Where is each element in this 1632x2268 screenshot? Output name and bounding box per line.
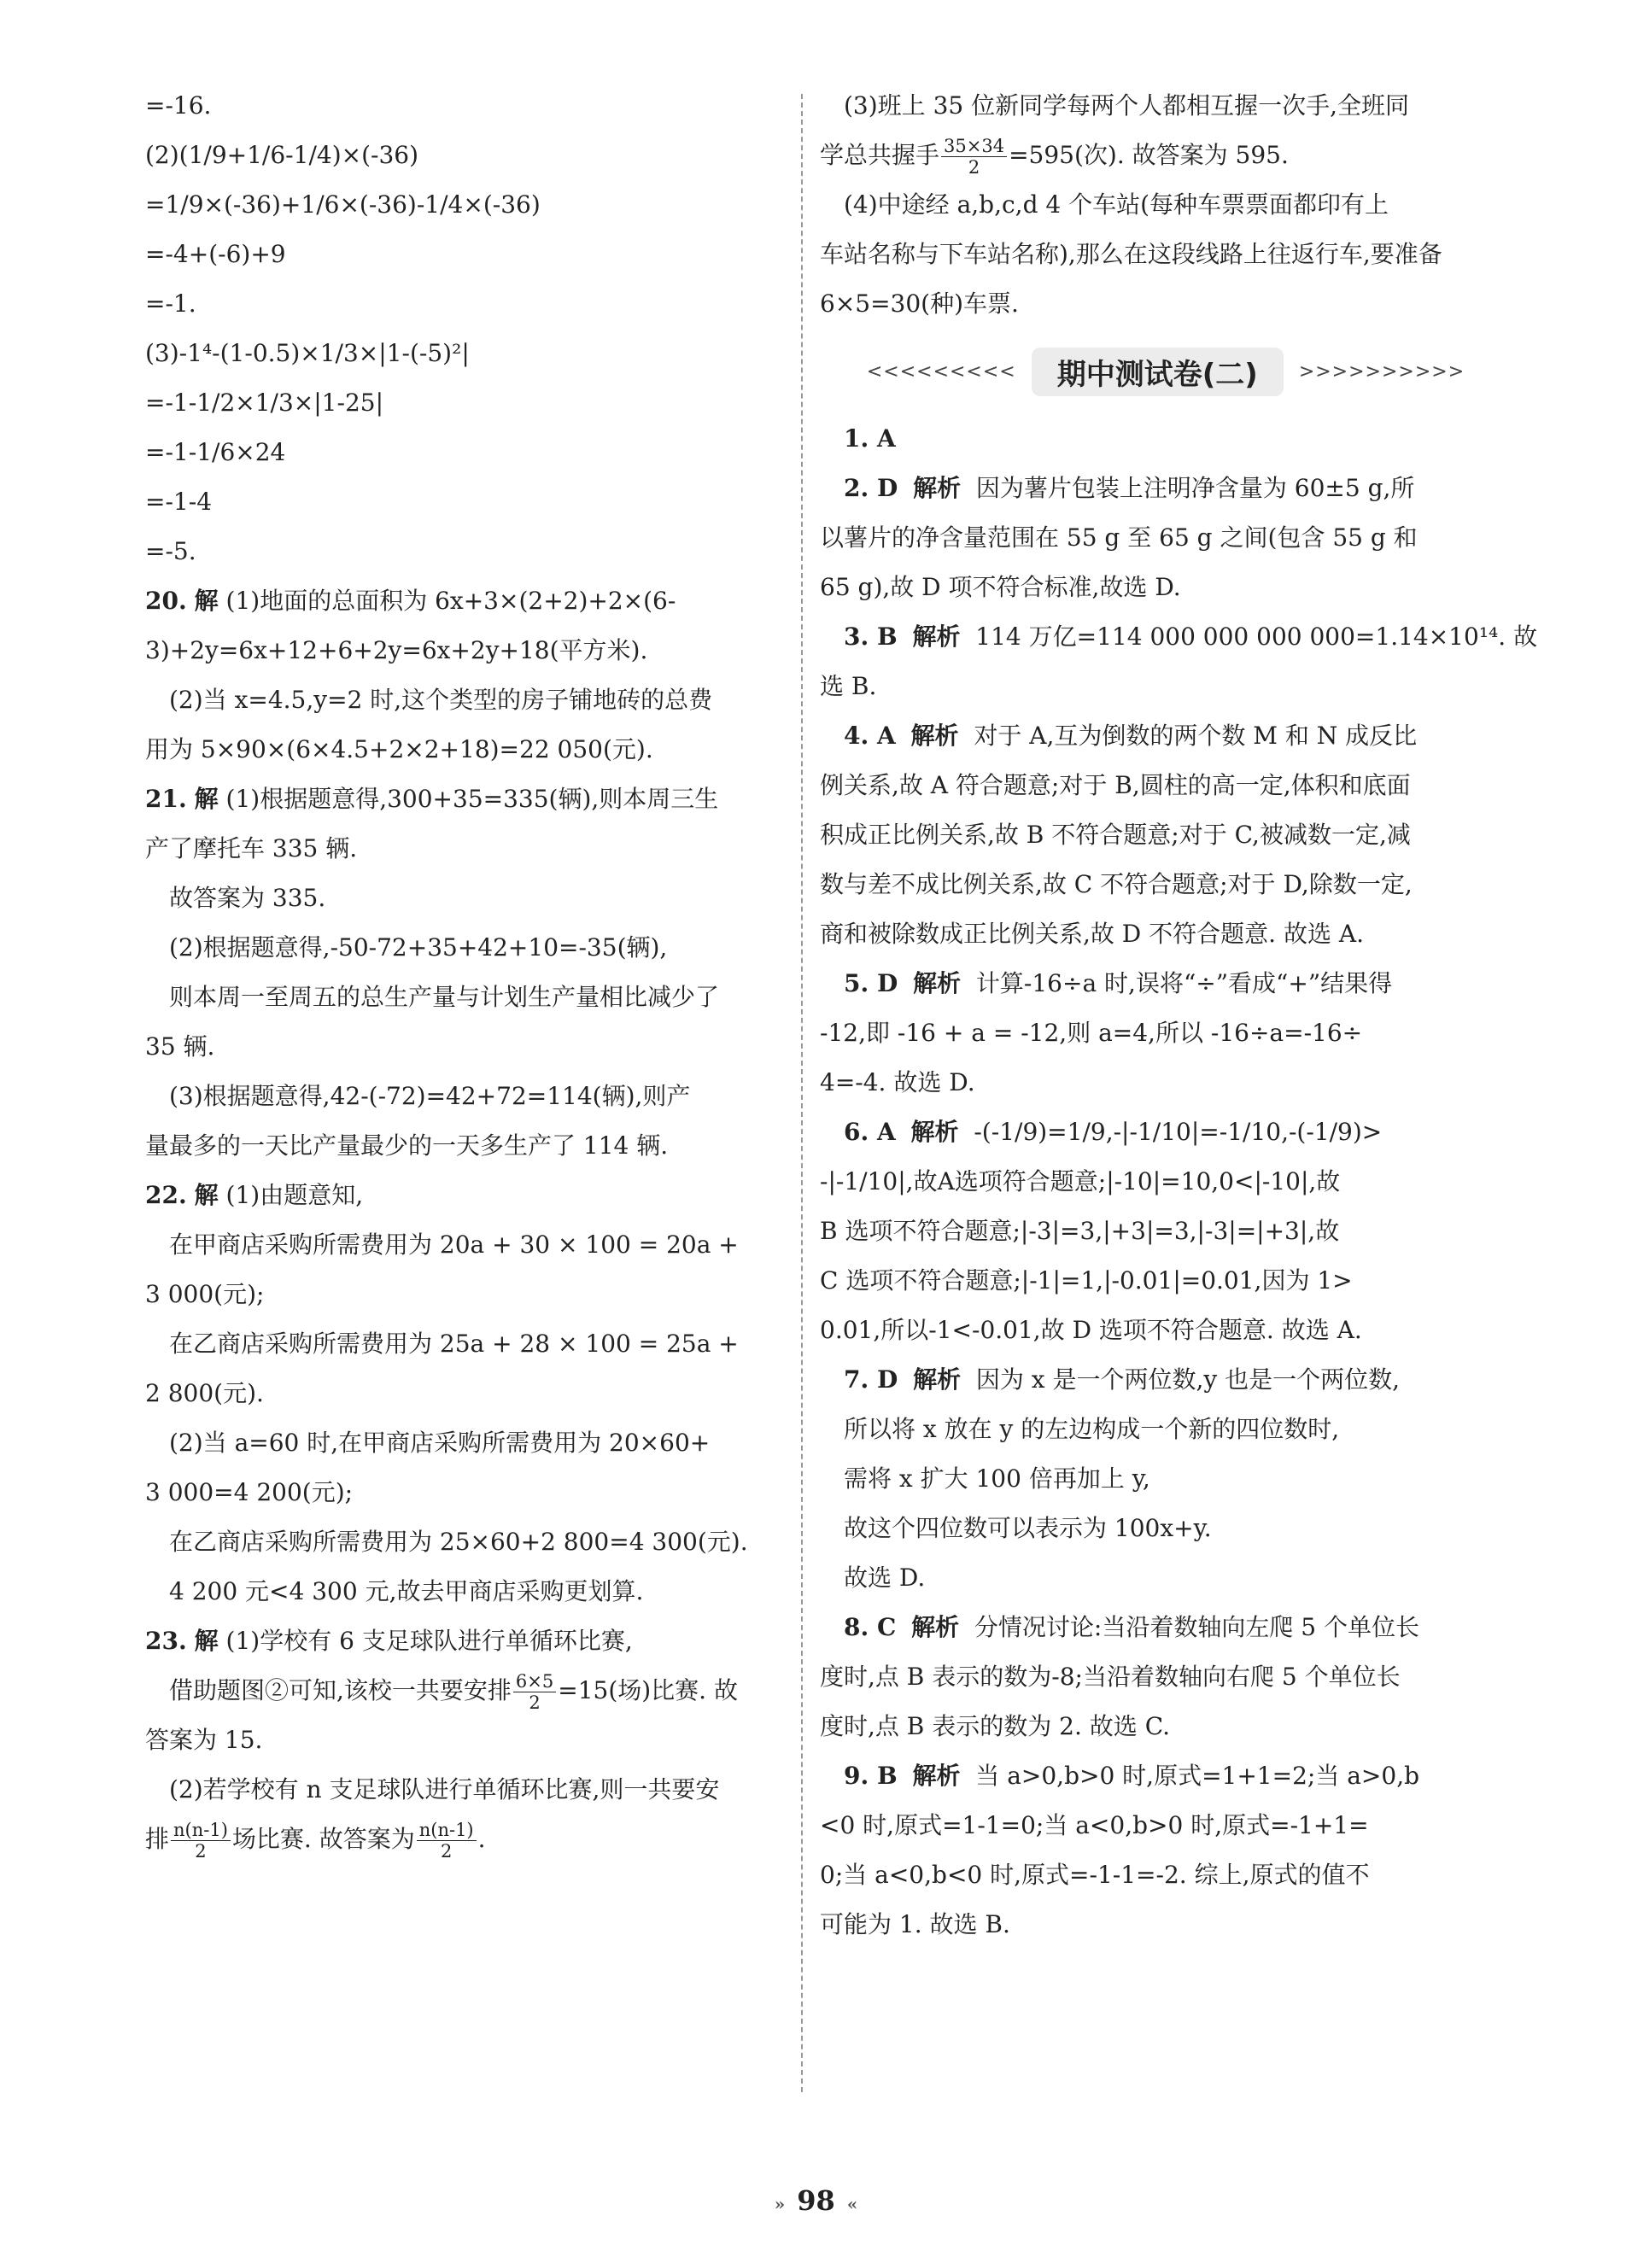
text-line: (4)中途经 a,b,c,d 4 个车站(每种车票票面都印有上 [844,190,1389,219]
answer-22 [145,1171,790,1220]
fraction-numerator: 35×34 [941,136,1007,157]
text-line: 2 800(元). [145,1379,264,1407]
text-line: 度时,点 B 表示的数为 2. 故选 C. [820,1712,1171,1740]
text-line: C 选项不符合题意;|-1|=1,|-0.01|=0.01,因为 1> [820,1266,1353,1295]
text: 学总共握手 [820,141,940,169]
text-line: =-4+(-6)+9 [145,240,286,268]
column-divider [801,94,803,2092]
left-chevrons: <<<<<<<<< [866,360,1016,383]
fraction [171,1820,231,1862]
answer-label: 8. C [844,1613,897,1641]
analysis-label: 解析 [912,1762,961,1790]
answer-3 [820,612,1538,662]
answer-7 [820,1355,1512,1405]
text-line: 3 000(元); [145,1280,265,1308]
text: (1)由题意知, [225,1181,364,1209]
text-line: 答案为 15. [145,1726,263,1754]
text-line: (3)班上 35 位新同学每两个人都相互握一次手,全班同 [844,91,1409,120]
right-column [820,81,1538,1949]
text-line: 35 辆. [145,1032,215,1061]
text-line: 则本周一至周五的总生产量与计划生产量相比减少了 [169,983,720,1011]
text: -(-1/9)=1/9,-|-1/10|=-1/10,-(-1/9)> [974,1118,1383,1146]
text-line: =1/9×(-36)+1/6×(-36)-1/4×(-36) [145,190,541,219]
text: 114 万亿=114 000 000 000 000=1.14×10¹⁴. 故 [975,623,1538,651]
text-line: =-16. [145,91,212,120]
text-line: =-1-4 [145,488,213,516]
fraction-numerator: 6×5 [513,1671,556,1692]
text-line: 选 B. [820,672,877,700]
text-line: 0.01,所以-1<-0.01,故 D 选项不符合题意. 故选 A. [820,1316,1362,1344]
answer-8 [820,1603,1512,1652]
solution-label: 解 [194,1627,219,1655]
text-line: 例关系,故 A 符合题意;对于 B,圆柱的高一定,体积和底面 [820,771,1411,799]
text-line: 产了摩托车 335 辆. [145,834,358,862]
text: 对于 A,互为倒数的两个数 M 和 N 成反比 [974,722,1418,750]
text: 当 a>0,b>0 时,原式=1+1=2;当 a>0,b [975,1762,1420,1790]
text-line: =-1-1/6×24 [145,438,286,466]
text-line: 65 g),故 D 项不符合标准,故选 D. [820,573,1181,601]
text: 排 [145,1825,170,1853]
chevron-right-icon: » [774,2194,786,2214]
text-line: (2)(1/9+1/6-1/4)×(-36) [145,141,419,169]
text: 借助题图②可知,该校一共要安排 [169,1676,512,1704]
analysis-label: 解析 [912,623,961,651]
text-line: 车站名称与下车站名称),那么在这段线路上往返行车,要准备 [820,240,1442,268]
fraction [417,1820,477,1862]
text-line: (3)根据题意得,42-(-72)=42+72=114(辆),则产 [169,1082,691,1110]
text-line [820,131,1512,180]
text-line [145,1666,790,1716]
text: 分情况讨论:当沿着数轴向左爬 5 个单位长 [974,1613,1419,1641]
fraction-denominator: 2 [968,157,980,178]
text-line: =-1. [145,289,196,318]
text-line: 4=-4. 故选 D. [820,1068,975,1096]
solution-label: 解 [194,785,219,813]
question-number: 20. [145,587,187,615]
right-chevrons: >>>>>>>>>> [1298,360,1465,383]
question-number: 22. [145,1181,187,1209]
answer-label: 4. A [844,722,896,750]
text: (1)根据题意得,300+35=335(辆),则本周三生 [225,785,719,813]
text-line: 故这个四位数可以表示为 100x+y. [844,1514,1212,1542]
text-line: 故选 D. [844,1564,926,1592]
answer-23 [145,1616,790,1666]
text: (1)学校有 6 支足球队进行单循环比赛, [225,1627,633,1655]
text-line: 可能为 1. 故选 B. [820,1910,1010,1938]
text-line: -12,即 -16 + a = -12,则 a=4,所以 -16÷a=-16÷ [820,1019,1363,1047]
text: 场比赛. 故答案为 [231,1825,415,1853]
answer-9 [820,1751,1512,1801]
answer-4 [820,711,1512,761]
answer-label: 6. A [844,1118,896,1146]
analysis-label: 解析 [911,1613,960,1641]
page-footer [0,2184,1632,2217]
text-line: 在乙商店采购所需费用为 25×60+2 800=4 300(元). [169,1528,748,1556]
text-line: -|-1/10|,故A选项符合题意;|-10|=10,0<|-10|,故 [820,1167,1341,1195]
left-column [145,81,790,1864]
text: =595(次). 故答案为 595. [1009,141,1289,169]
question-number: 23. [145,1627,187,1655]
answer-5 [820,959,1512,1008]
text-line: B 选项不符合题意;|-3|=3,|+3|=3,|-3|=|+3|,故 [820,1217,1340,1245]
section-title: 期中测试卷(二) [1032,348,1284,396]
text-line: 需将 x 扩大 100 倍再加上 y, [844,1464,1150,1493]
answer-2 [820,464,1512,513]
text-line: (2)若学校有 n 支足球队进行单循环比赛,则一共要安 [169,1775,720,1803]
fraction-denominator: 2 [529,1692,541,1713]
chevron-left-icon: « [846,2194,858,2214]
answer-1: 1. A [844,424,896,453]
analysis-label: 解析 [913,969,962,997]
answer-21 [145,775,790,824]
text: (1)地面的总面积为 6x+3×(2+2)+2×(6- [225,587,676,615]
text-line: 3 000=4 200(元); [145,1478,354,1506]
answer-label: 3. B [844,623,898,651]
text: 计算-16÷a 时,误将“÷”看成“+”结果得 [975,969,1393,997]
text-line: 在甲商店采购所需费用为 20a + 30 × 100 = 20a + [169,1230,739,1259]
answer-20 [145,576,790,626]
text-line: 量最多的一天比产量最少的一天多生产了 114 辆. [145,1131,669,1160]
answer-label: 9. B [844,1762,898,1790]
fraction-denominator: 2 [195,1841,207,1862]
question-number: 21. [145,785,187,813]
solution-label: 解 [194,587,219,615]
answer-label: 7. D [844,1365,898,1394]
text: =15(场)比赛. 故 [558,1676,738,1704]
text: . [477,1825,486,1853]
analysis-label: 解析 [910,722,959,750]
fraction-numerator: n(n-1) [171,1820,231,1841]
analysis-label: 解析 [913,1365,962,1394]
answer-label: 2. D [844,474,898,502]
text: 因为 x 是一个两位数,y 也是一个两位数, [975,1365,1401,1394]
text-line: (3)-1⁴-(1-0.5)×1/3×|1-(-5)²| [145,339,470,367]
text-line [145,1815,790,1864]
text-line: 积成正比例关系,故 B 不符合题意;对于 C,被减数一定,减 [820,821,1411,849]
analysis-label: 解析 [910,1118,959,1146]
text-line: (2)当 a=60 时,在甲商店采购所需费用为 20×60+ [169,1429,711,1457]
solution-label: 解 [194,1181,219,1209]
text-line: 4 200 元<4 300 元,故去甲商店采购更划算. [169,1577,644,1605]
text-line: 3)+2y=6x+12+6+2y=6x+2y+18(平方米). [145,636,648,664]
text-line: 商和被除数成正比例关系,故 D 不符合题意. 故选 A. [820,920,1364,948]
answer-label: 5. D [844,969,898,997]
text-line: (2)当 x=4.5,y=2 时,这个类型的房子铺地砖的总费 [169,686,713,714]
fraction-numerator: n(n-1) [417,1820,477,1841]
text-line: =-5. [145,537,196,565]
page-number: 98 [797,2184,835,2217]
text-line: 故答案为 335. [169,884,326,912]
analysis-label: 解析 [913,474,962,502]
text-line: 所以将 x 放在 y 的左边构成一个新的四位数时, [844,1415,1340,1443]
text: 因为薯片包装上注明净含量为 60±5 g,所 [975,474,1415,502]
text-line: <0 时,原式=1-1=0;当 a<0,b>0 时,原式=-1+1= [820,1811,1369,1839]
text-line: 0;当 a<0,b<0 时,原式=-1-1=-2. 综上,原式的值不 [820,1861,1370,1889]
text-line: =-1-1/2×1/3×|1-25| [145,389,384,417]
text-line: 数与差不成比例关系,故 C 不符合题意;对于 D,除数一定, [820,870,1413,898]
text-line: 度时,点 B 表示的数为-8;当沿着数轴向右爬 5 个单位长 [820,1663,1401,1691]
section-header [820,337,1512,406]
text-line: 以薯片的净含量范围在 55 g 至 65 g 之间(包含 55 g 和 [820,523,1418,552]
text-line: 6×5=30(种)车票. [820,289,1019,318]
text-line: (2)根据题意得,-50-72+35+42+10=-35(辆), [169,933,668,962]
fraction-denominator: 2 [441,1841,453,1862]
answer-6 [820,1108,1512,1157]
fraction [513,1671,556,1713]
text-line: 在乙商店采购所需费用为 25a + 28 × 100 = 25a + [169,1330,739,1358]
fraction [941,136,1007,178]
text-line: 用为 5×90×(6×4.5+2×2+18)=22 050(元). [145,735,653,763]
